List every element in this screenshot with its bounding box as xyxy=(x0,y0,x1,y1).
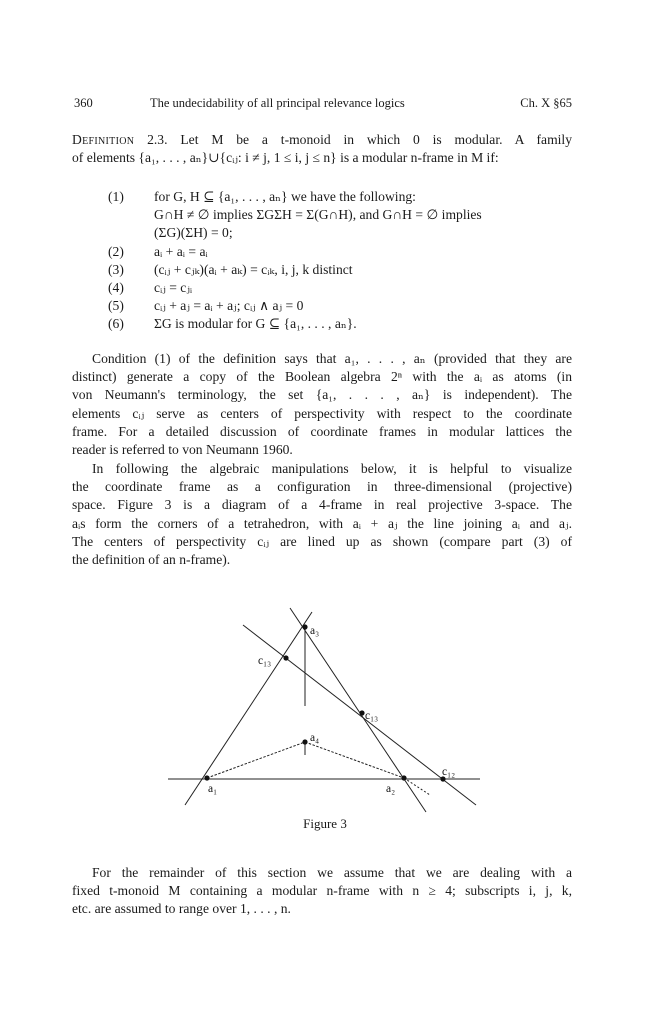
point-a4 xyxy=(302,739,307,744)
condition-item xyxy=(72,279,572,297)
line-a1-a4-dashed xyxy=(207,742,305,778)
figure-4-frame-diagram xyxy=(150,590,500,820)
definition-label: Definition xyxy=(72,132,135,147)
paragraph-line: the definition of an n-frame). xyxy=(72,552,231,568)
condition-number: (6) xyxy=(108,316,124,332)
condition-continuation xyxy=(72,206,572,224)
condition-text: G∩H ≠ ∅ implies ΣGΣH = Σ(G∩H), and G∩H = ∅ implies xyxy=(154,207,482,223)
condition-item xyxy=(72,261,572,279)
label-c13-upper: c₁₃ xyxy=(258,655,272,667)
condition-number: (5) xyxy=(108,298,124,314)
condition-text: cᵢⱼ = cⱼᵢ xyxy=(154,279,193,295)
paragraph-line: distinct) generate a copy of the Boolean algebra 2ⁿ with the aᵢ as atoms (in xyxy=(72,369,572,385)
condition-item xyxy=(72,243,572,261)
line-a2-a3 xyxy=(290,608,426,812)
condition-text: aᵢ + aᵢ = aᵢ xyxy=(154,243,208,259)
condition-number: (2) xyxy=(108,243,124,259)
paragraph-line: aᵢs form the corners of a tetrahedron, with aᵢ + aⱼ the line joining aᵢ and aⱼ. xyxy=(72,515,572,531)
condition-item xyxy=(72,315,572,333)
definition-heading xyxy=(72,131,572,167)
line-a2-c12-dashed xyxy=(404,778,430,795)
condition-item xyxy=(72,188,572,206)
figure-caption: Figure 3 xyxy=(303,816,347,831)
label-a4: a₄ xyxy=(310,732,320,744)
label-c13-lower: c₁₃ xyxy=(365,710,379,722)
condition-text: cᵢⱼ + aⱼ = aᵢ + aⱼ; cᵢⱼ ∧ aⱼ = 0 xyxy=(154,298,304,314)
condition-text: (cᵢⱼ + cⱼₖ)(aᵢ + aₖ) = cᵢₖ, i, j, k distinct xyxy=(154,261,353,277)
paragraph-remainder xyxy=(72,864,572,919)
condition-number: (3) xyxy=(108,261,124,277)
paragraph-line: For the remainder of this section we assume that we are dealing with a xyxy=(92,865,572,880)
chapter-section: Ch. X §65 xyxy=(520,96,572,110)
condition-text: (ΣG)(ΣH) = 0; xyxy=(154,225,233,241)
paragraph-figure-intro xyxy=(72,460,572,569)
paragraph-conditions-explanation xyxy=(72,350,572,459)
paragraph-line: etc. are assumed to range over 1, . . . , n. xyxy=(72,901,291,917)
paragraph-line: the coordinate frame as a configuration in three-dimensional (projective) xyxy=(72,479,572,495)
point-a3 xyxy=(302,624,307,629)
definition-line: of elements {a₁, . . . , aₙ}∪{cᵢⱼ: i ≠ j, 1 ≤ i, j ≤ n} is a modular n-frame in M if: xyxy=(72,150,499,166)
paragraph-line: frame. For a detailed discussion of coordinate frames in modular lattices the xyxy=(72,423,572,439)
label-a3: a₃ xyxy=(310,625,320,637)
line-a4-a2-dashed xyxy=(305,742,404,778)
condition-item xyxy=(72,297,572,315)
point-c13-upper xyxy=(283,655,288,660)
running-title: The undecidability of all principal relevance logics xyxy=(150,96,405,110)
condition-number: (1) xyxy=(108,189,124,204)
condition-continuation xyxy=(72,224,572,242)
paragraph-line: In following the algebraic manipulations below, it is helpful to visualize xyxy=(92,461,572,476)
definition-conditions xyxy=(72,188,572,334)
paragraph-line: elements cᵢⱼ serve as centers of perspectivity with respect to the coordinate xyxy=(72,405,572,421)
running-header xyxy=(72,96,572,114)
condition-text: for G, H ⊆ {a₁, . . . , aₙ} we have the following: xyxy=(154,189,416,204)
page-number: 360 xyxy=(74,96,93,110)
condition-text: ΣG is modular for G ⊆ {a₁, . . . , aₙ}. xyxy=(154,316,357,332)
label-a1: a₁ xyxy=(208,783,218,795)
paragraph-line: space. Figure 3 is a diagram of a 4-frame in real projective 3-space. The xyxy=(72,497,572,513)
point-c13-lower xyxy=(359,710,364,715)
line-a1-a3 xyxy=(185,612,312,805)
condition-number: (4) xyxy=(108,279,124,295)
label-a2: a₂ xyxy=(386,783,396,795)
paragraph-line: fixed t-monoid M containing a modular n-frame with n ≥ 4; subscripts i, j, k, xyxy=(72,883,572,899)
paragraph-line: von Neumann's terminology, the set {a₁, . . . , aₙ} is independent). The xyxy=(72,387,572,403)
definition-line: Definition 2.3. Let M be a t-monoid in which 0 is modular. A family xyxy=(72,132,572,147)
label-c12: c₁₂ xyxy=(442,766,456,778)
point-a2 xyxy=(401,775,406,780)
paragraph-line: Condition (1) of the definition says that a₁, . . . , aₙ (provided that they are xyxy=(92,351,572,366)
paragraph-line: The centers of perspectivity cᵢⱼ are lined up as shown (compare part (3) of xyxy=(72,533,572,549)
point-a1 xyxy=(204,775,209,780)
paragraph-line: reader is referred to von Neumann 1960. xyxy=(72,442,293,458)
